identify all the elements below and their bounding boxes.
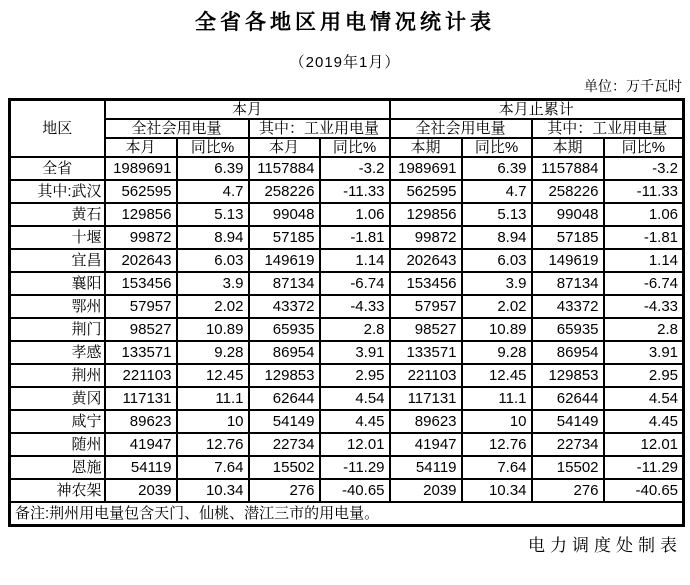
value-cell: 54149 xyxy=(249,410,320,433)
table-row xyxy=(10,203,684,226)
value-cell: 1.14 xyxy=(604,249,684,272)
value-cell: 54119 xyxy=(390,456,462,479)
value-cell: 89623 xyxy=(390,410,462,433)
value-cell: 43372 xyxy=(532,295,604,318)
value-cell: 54119 xyxy=(105,456,177,479)
value-cell: 10 xyxy=(177,410,249,433)
value-cell: 221103 xyxy=(105,364,177,387)
value-cell: 1989691 xyxy=(105,157,177,180)
value-cell: 57957 xyxy=(390,295,462,318)
subgroup-cumulative-total-society: 全社会用电量 xyxy=(390,119,532,138)
table-body xyxy=(10,157,684,502)
table-footer xyxy=(10,502,684,526)
page-subtitle: （2019年1月） xyxy=(289,54,401,71)
value-cell: 202643 xyxy=(105,249,177,272)
value-cell: 62644 xyxy=(532,387,604,410)
value-cell: 5.13 xyxy=(462,203,532,226)
note-row xyxy=(10,502,684,526)
value-cell: 2.02 xyxy=(177,295,249,318)
value-cell: 3.91 xyxy=(320,341,390,364)
value-cell: 10 xyxy=(462,410,532,433)
value-cell: 4.45 xyxy=(320,410,390,433)
value-cell: 4.45 xyxy=(604,410,684,433)
value-cell: 276 xyxy=(249,479,320,502)
value-cell: 11.1 xyxy=(462,387,532,410)
value-cell: 65935 xyxy=(532,318,604,341)
value-cell: 41947 xyxy=(390,433,462,456)
value-cell: 9.28 xyxy=(462,341,532,364)
value-cell: -11.33 xyxy=(604,180,684,203)
col-header: 同比% xyxy=(177,138,249,157)
value-cell: 8.94 xyxy=(177,226,249,249)
value-cell: 4.54 xyxy=(320,387,390,410)
header-row-groups xyxy=(10,100,684,120)
group-header-cumulative: 本月止累计 xyxy=(390,100,684,120)
value-cell: 6.03 xyxy=(462,249,532,272)
value-cell: 87134 xyxy=(249,272,320,295)
col-header: 同比% xyxy=(462,138,532,157)
value-cell: 1157884 xyxy=(532,157,604,180)
value-cell: 117131 xyxy=(390,387,462,410)
value-cell: 11.1 xyxy=(177,387,249,410)
electricity-stats-table xyxy=(8,98,685,527)
unit-label: 单位：万千瓦时 xyxy=(584,78,682,94)
region-cell: 其中:武汉 xyxy=(10,180,105,203)
footer-credit: 电力调度处制表 xyxy=(528,536,682,556)
region-cell: 荆州 xyxy=(10,364,105,387)
value-cell: 89623 xyxy=(105,410,177,433)
value-cell: 3.9 xyxy=(462,272,532,295)
region-cell: 宜昌 xyxy=(10,249,105,272)
value-cell: 276 xyxy=(532,479,604,502)
region-cell: 黄石 xyxy=(10,203,105,226)
value-cell: -3.2 xyxy=(604,157,684,180)
value-cell: 12.45 xyxy=(177,364,249,387)
value-cell: 129853 xyxy=(532,364,604,387)
table-row xyxy=(10,433,684,456)
value-cell: 10.89 xyxy=(462,318,532,341)
page-title: 全省各地区用电情况统计表 xyxy=(195,9,495,34)
value-cell: 129856 xyxy=(390,203,462,226)
region-cell: 襄阳 xyxy=(10,272,105,295)
value-cell: 86954 xyxy=(532,341,604,364)
value-cell: 22734 xyxy=(532,433,604,456)
value-cell: 1989691 xyxy=(390,157,462,180)
header-row-subgroups xyxy=(10,119,684,138)
table-row xyxy=(10,341,684,364)
value-cell: 2.02 xyxy=(462,295,532,318)
subgroup-month-total-society: 全社会用电量 xyxy=(105,119,249,138)
region-cell: 恩施 xyxy=(10,456,105,479)
table-row xyxy=(10,249,684,272)
value-cell: 10.89 xyxy=(177,318,249,341)
region-cell: 咸宁 xyxy=(10,410,105,433)
value-cell: 133571 xyxy=(105,341,177,364)
value-cell: 2.95 xyxy=(604,364,684,387)
value-cell: -40.65 xyxy=(320,479,390,502)
value-cell: 2.8 xyxy=(320,318,390,341)
value-cell: 6.39 xyxy=(462,157,532,180)
value-cell: 2039 xyxy=(105,479,177,502)
value-cell: -4.33 xyxy=(604,295,684,318)
value-cell: 7.64 xyxy=(177,456,249,479)
region-cell: 十堰 xyxy=(10,226,105,249)
value-cell: 6.39 xyxy=(177,157,249,180)
value-cell: -11.29 xyxy=(320,456,390,479)
region-cell: 黄冈 xyxy=(10,387,105,410)
value-cell: -3.2 xyxy=(320,157,390,180)
value-cell: 12.01 xyxy=(604,433,684,456)
value-cell: 99048 xyxy=(249,203,320,226)
value-cell: 1.14 xyxy=(320,249,390,272)
value-cell: 99872 xyxy=(390,226,462,249)
value-cell: 3.9 xyxy=(177,272,249,295)
subgroup-cumulative-industrial: 其中：工业用电量 xyxy=(532,119,684,138)
table-row xyxy=(10,226,684,249)
value-cell: -4.33 xyxy=(320,295,390,318)
value-cell: -6.74 xyxy=(604,272,684,295)
value-cell: 12.76 xyxy=(462,433,532,456)
value-cell: 54149 xyxy=(532,410,604,433)
value-cell: 202643 xyxy=(390,249,462,272)
col-header: 本期 xyxy=(390,138,462,157)
value-cell: 65935 xyxy=(249,318,320,341)
value-cell: 15502 xyxy=(249,456,320,479)
value-cell: 129853 xyxy=(249,364,320,387)
col-header: 本月 xyxy=(105,138,177,157)
value-cell: 2039 xyxy=(390,479,462,502)
value-cell: 12.76 xyxy=(177,433,249,456)
value-cell: 12.01 xyxy=(320,433,390,456)
value-cell: -1.81 xyxy=(320,226,390,249)
region-cell: 神农架 xyxy=(10,479,105,502)
region-cell: 全省 xyxy=(10,157,105,180)
col-header: 本期 xyxy=(532,138,604,157)
value-cell: 153456 xyxy=(390,272,462,295)
value-cell: 98527 xyxy=(105,318,177,341)
value-cell: 1.06 xyxy=(320,203,390,226)
value-cell: 258226 xyxy=(532,180,604,203)
value-cell: 1157884 xyxy=(249,157,320,180)
value-cell: 221103 xyxy=(390,364,462,387)
value-cell: 4.54 xyxy=(604,387,684,410)
value-cell: 99872 xyxy=(105,226,177,249)
value-cell: 117131 xyxy=(105,387,177,410)
value-cell: 98527 xyxy=(390,318,462,341)
region-cell: 孝感 xyxy=(10,341,105,364)
table-note: 备注:荆州用电量包含天门、仙桃、潜江三市的用电量。 xyxy=(10,502,684,526)
value-cell: -11.29 xyxy=(604,456,684,479)
value-cell: -40.65 xyxy=(604,479,684,502)
value-cell: 57185 xyxy=(249,226,320,249)
region-cell: 鄂州 xyxy=(10,295,105,318)
region-cell: 荆门 xyxy=(10,318,105,341)
value-cell: -1.81 xyxy=(604,226,684,249)
value-cell: 99048 xyxy=(532,203,604,226)
value-cell: 562595 xyxy=(105,180,177,203)
value-cell: 10.34 xyxy=(177,479,249,502)
table-row xyxy=(10,387,684,410)
table-row xyxy=(10,180,684,203)
table-row xyxy=(10,479,684,502)
value-cell: 86954 xyxy=(249,341,320,364)
value-cell: 258226 xyxy=(249,180,320,203)
table-header xyxy=(10,100,684,158)
value-cell: 129856 xyxy=(105,203,177,226)
value-cell: 153456 xyxy=(105,272,177,295)
value-cell: 1.06 xyxy=(604,203,684,226)
value-cell: 5.13 xyxy=(177,203,249,226)
value-cell: 22734 xyxy=(249,433,320,456)
value-cell: 15502 xyxy=(532,456,604,479)
table-row xyxy=(10,456,684,479)
value-cell: 12.45 xyxy=(462,364,532,387)
region-column-header: 地区 xyxy=(10,100,105,158)
table-row xyxy=(10,318,684,341)
value-cell: 149619 xyxy=(249,249,320,272)
value-cell: 57185 xyxy=(532,226,604,249)
col-header: 同比% xyxy=(320,138,390,157)
value-cell: 6.03 xyxy=(177,249,249,272)
table-row xyxy=(10,410,684,433)
value-cell: 57957 xyxy=(105,295,177,318)
value-cell: 9.28 xyxy=(177,341,249,364)
table-row xyxy=(10,272,684,295)
value-cell: 2.8 xyxy=(604,318,684,341)
table-row xyxy=(10,364,684,387)
value-cell: 4.7 xyxy=(177,180,249,203)
value-cell: 2.95 xyxy=(320,364,390,387)
value-cell: 43372 xyxy=(249,295,320,318)
group-header-current-month: 本月 xyxy=(105,100,390,120)
value-cell: 10.34 xyxy=(462,479,532,502)
value-cell: -11.33 xyxy=(320,180,390,203)
value-cell: 7.64 xyxy=(462,456,532,479)
col-header: 本月 xyxy=(249,138,320,157)
value-cell: 149619 xyxy=(532,249,604,272)
table-row xyxy=(10,157,684,180)
value-cell: 562595 xyxy=(390,180,462,203)
region-cell: 随州 xyxy=(10,433,105,456)
header-row-columns xyxy=(10,138,684,157)
value-cell: -6.74 xyxy=(320,272,390,295)
value-cell: 3.91 xyxy=(604,341,684,364)
value-cell: 133571 xyxy=(390,341,462,364)
value-cell: 8.94 xyxy=(462,226,532,249)
value-cell: 87134 xyxy=(532,272,604,295)
value-cell: 4.7 xyxy=(462,180,532,203)
value-cell: 41947 xyxy=(105,433,177,456)
subgroup-month-industrial: 其中：工业用电量 xyxy=(249,119,390,138)
value-cell: 62644 xyxy=(249,387,320,410)
table-row xyxy=(10,295,684,318)
col-header: 同比% xyxy=(604,138,684,157)
